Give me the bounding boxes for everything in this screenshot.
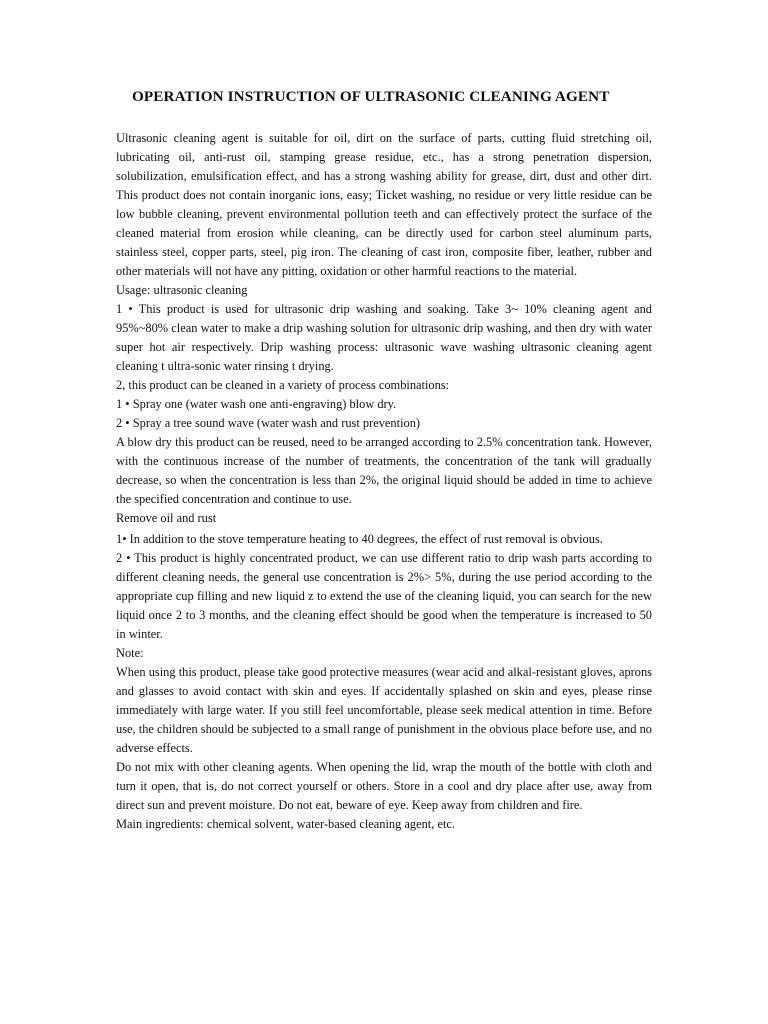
process-combo-2: 2 • Spray a tree sound wave (water wash and rust prevention) (116, 416, 421, 430)
process-combo-1: 1 • Spray one (water wash one anti-engraving) blow dry. (116, 397, 397, 411)
usage-step-2: 2, this product can be cleaned in a variety of process combinations: (116, 378, 450, 392)
blow-dry-paragraph: A blow dry this product can be reused, need to be arranged according to 2.5% concentration tank. However, with the continuous increase of the number of treatments, the concentration of the tank will gradually decrease, so when the concentration is less than 2%, the original liquid should be added in time to achieve the specified concentration and continue to use. (116, 435, 652, 506)
rust-step-2: 2 • This product is highly concentrated product, we can use different ratio to drip wash parts according to different cleaning needs, the general use concentration is 2%> 5%, during the use period according to the appropriate cup filling and new liquid z to extend the use of the cleaning liquid, you can search for the new liquid once 2 to 3 months, and the cleaning effect should be good when the temperature is increased to 50 in winter. (116, 551, 652, 641)
usage-heading: Usage: ultrasonic cleaning (116, 283, 248, 297)
usage-step-1: 1 • This product is used for ultrasonic drip washing and soaking. Take 3~ 10% cleaning agent and 95%~80% clean water to make a drip washing solution for ultrasonic drip washing, and then dry with water super hot air respectively. Drip washing process: ultrasonic wave washing ultrasonic cleaning agent cleaning t ultra-sonic water rinsing t drying. (116, 302, 652, 373)
note-paragraph-2: Do not mix with other cleaning agents. When opening the lid, wrap the mouth of the bottle with cloth and turn it open, that is, do not correct yourself or others. Store in a cool and dry place after use, away from direct sun and prevent moisture. Do not eat, beware of eye. Keep away from children and fire. (116, 760, 652, 812)
note-heading: Note: (116, 646, 144, 660)
note-paragraph-1: When using this product, please take good protective measures (wear acid and alkal-resistant gloves, aprons and glasses to avoid contact with skin and eyes. If accidentally splashed on skin and eyes, please rinse immediately with large water. If you still feel uncomfortable, please seek medical attention in time. Before use, the children should be subjected to a small range of punishment in the obvious place before use, and no adverse effects. (116, 665, 652, 755)
document-title: OPERATION INSTRUCTION OF ULTRASONIC CLEANING AGENT (132, 88, 610, 105)
ingredients-line: Main ingredients: chemical solvent, water-based cleaning agent, etc. (116, 817, 455, 831)
rust-heading: Remove oil and rust (116, 511, 217, 525)
rust-step-1: 1• In addition to the stove temperature heating to 40 degrees, the effect of rust removal is obvious. (116, 532, 603, 546)
intro-paragraph: Ultrasonic cleaning agent is suitable for oil, dirt on the surface of parts, cutting fluid stretching oil, lubricating oil, anti-rust oil, stamping grease residue, etc., has a strong penetration dispersion, solubilization, emulsification effect, and has a strong washing ability for grease, dirt, dust and other dirt. This product does not contain inorganic ions, easy; Ticket washing, no residue or very little residue can be low bubble cleaning, prevent environmental pollution teeth and can effectively protect the surface of the cleaned material from erosion while cleaning, can be directly used for carbon steel aluminum parts, stainless steel, copper parts, steel, pig iron. The cleaning of cast iron, composite fiber, leather, rubber and other materials will not have any pitting, oxidation or other harmful reactions to the material. (116, 131, 652, 278)
document-page (116, 86, 652, 834)
